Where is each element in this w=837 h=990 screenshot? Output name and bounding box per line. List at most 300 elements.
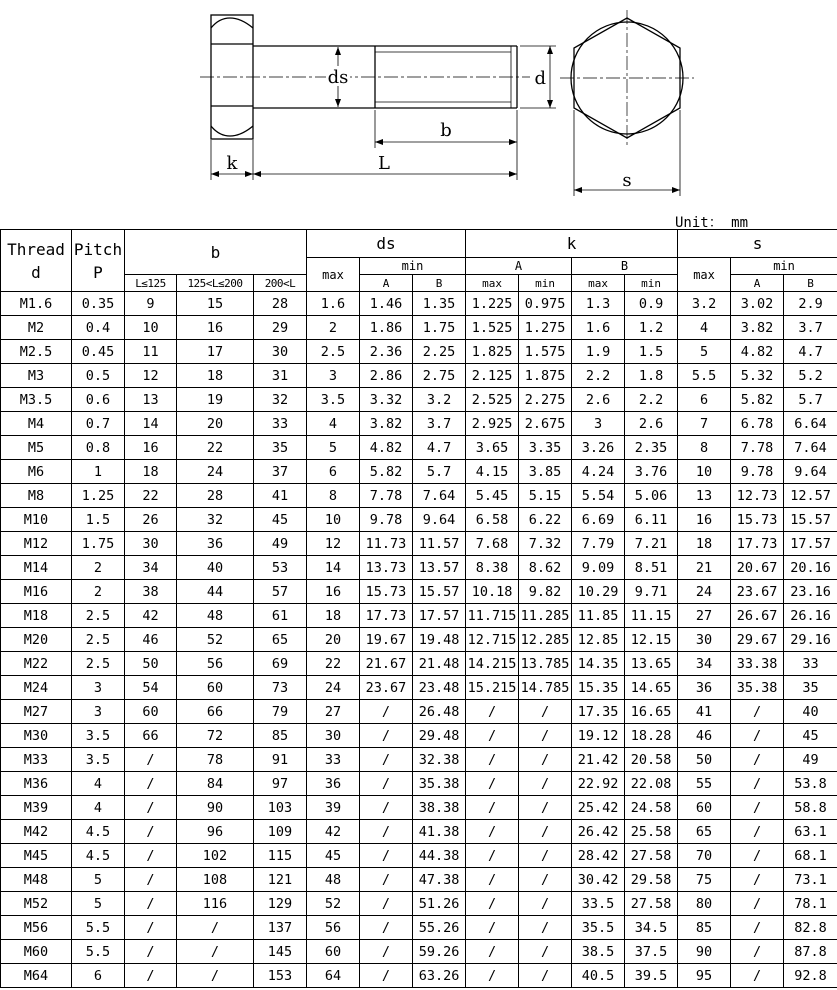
table-row bbox=[1, 436, 837, 460]
value-cell: / bbox=[731, 796, 784, 820]
value-cell: 19.67 bbox=[360, 628, 413, 652]
value-cell: 24 bbox=[177, 460, 254, 484]
thread-cell: M12 bbox=[1, 532, 72, 556]
value-cell: 18 bbox=[177, 364, 254, 388]
value-cell: 1.825 bbox=[466, 340, 519, 364]
value-cell: 38.38 bbox=[413, 796, 466, 820]
header-k-b-max: max bbox=[572, 275, 625, 292]
table-row bbox=[1, 844, 837, 868]
header-b: b bbox=[125, 230, 307, 275]
value-cell: 4.82 bbox=[360, 436, 413, 460]
value-cell: 13.73 bbox=[360, 556, 413, 580]
value-cell: 102 bbox=[177, 844, 254, 868]
header-thread bbox=[1, 230, 72, 292]
thread-cell: M42 bbox=[1, 820, 72, 844]
value-cell: 90 bbox=[678, 940, 731, 964]
value-cell: 12.57 bbox=[784, 484, 837, 508]
value-cell: / bbox=[731, 700, 784, 724]
value-cell: 0.4 bbox=[72, 316, 125, 340]
value-cell: 26.16 bbox=[784, 604, 837, 628]
value-cell: 21.42 bbox=[572, 748, 625, 772]
value-cell: / bbox=[360, 964, 413, 988]
value-cell: 18 bbox=[678, 532, 731, 556]
value-cell: 57 bbox=[254, 580, 307, 604]
value-cell: 78.1 bbox=[784, 892, 837, 916]
thread-cell: M1.6 bbox=[1, 292, 72, 316]
value-cell: 2.275 bbox=[519, 388, 572, 412]
value-cell: 4.15 bbox=[466, 460, 519, 484]
value-cell: / bbox=[125, 964, 177, 988]
value-cell: 16 bbox=[125, 436, 177, 460]
value-cell: 3.5 bbox=[72, 748, 125, 772]
value-cell: 12.73 bbox=[731, 484, 784, 508]
value-cell: 64 bbox=[307, 964, 360, 988]
value-cell: 21.67 bbox=[360, 652, 413, 676]
value-cell: 36 bbox=[678, 676, 731, 700]
value-cell: / bbox=[731, 868, 784, 892]
value-cell: 18.28 bbox=[625, 724, 678, 748]
value-cell: 91 bbox=[254, 748, 307, 772]
value-cell: 2.6 bbox=[572, 388, 625, 412]
value-cell: / bbox=[125, 748, 177, 772]
value-cell: 19.48 bbox=[413, 628, 466, 652]
value-cell: 2.5 bbox=[72, 652, 125, 676]
value-cell: 66 bbox=[177, 700, 254, 724]
value-cell: 1.86 bbox=[360, 316, 413, 340]
value-cell: 1.5 bbox=[72, 508, 125, 532]
value-cell: 1.6 bbox=[307, 292, 360, 316]
value-cell: 17.35 bbox=[572, 700, 625, 724]
value-cell: 78 bbox=[177, 748, 254, 772]
value-cell: / bbox=[360, 772, 413, 796]
value-cell: 14 bbox=[307, 556, 360, 580]
table-row bbox=[1, 700, 837, 724]
value-cell: / bbox=[125, 820, 177, 844]
value-cell: 1.875 bbox=[519, 364, 572, 388]
value-cell: 3.5 bbox=[307, 388, 360, 412]
header-ds-min: min bbox=[360, 258, 466, 275]
value-cell: 137 bbox=[254, 916, 307, 940]
value-cell: 63.26 bbox=[413, 964, 466, 988]
value-cell: 1.5 bbox=[625, 340, 678, 364]
value-cell: 48 bbox=[177, 604, 254, 628]
value-cell: 42 bbox=[125, 604, 177, 628]
value-cell: 2 bbox=[72, 556, 125, 580]
value-cell: 29.16 bbox=[784, 628, 837, 652]
value-cell: 1 bbox=[72, 460, 125, 484]
value-cell: 49 bbox=[254, 532, 307, 556]
header-s-min: min bbox=[731, 258, 837, 275]
table-row bbox=[1, 916, 837, 940]
table-row bbox=[1, 724, 837, 748]
value-cell: 6.11 bbox=[625, 508, 678, 532]
value-cell: / bbox=[466, 820, 519, 844]
value-cell: 12.85 bbox=[572, 628, 625, 652]
value-cell: 4.7 bbox=[784, 340, 837, 364]
value-cell: 5.06 bbox=[625, 484, 678, 508]
value-cell: 85 bbox=[678, 916, 731, 940]
value-cell: 55.26 bbox=[413, 916, 466, 940]
value-cell: 52 bbox=[307, 892, 360, 916]
table-row bbox=[1, 676, 837, 700]
value-cell: 82.8 bbox=[784, 916, 837, 940]
value-cell: 34.5 bbox=[625, 916, 678, 940]
value-cell: / bbox=[519, 772, 572, 796]
value-cell: 96 bbox=[177, 820, 254, 844]
value-cell: 5.32 bbox=[731, 364, 784, 388]
value-cell: 1.575 bbox=[519, 340, 572, 364]
value-cell: 1.75 bbox=[72, 532, 125, 556]
value-cell: 13.57 bbox=[413, 556, 466, 580]
value-cell: 30 bbox=[125, 532, 177, 556]
value-cell: 11 bbox=[125, 340, 177, 364]
value-cell: 121 bbox=[254, 868, 307, 892]
value-cell: 10 bbox=[125, 316, 177, 340]
value-cell: 40 bbox=[784, 700, 837, 724]
value-cell: / bbox=[360, 916, 413, 940]
value-cell: 12.715 bbox=[466, 628, 519, 652]
value-cell: 23.48 bbox=[413, 676, 466, 700]
value-cell: 65 bbox=[254, 628, 307, 652]
value-cell: 12.285 bbox=[519, 628, 572, 652]
value-cell: 22.92 bbox=[572, 772, 625, 796]
value-cell: 0.975 bbox=[519, 292, 572, 316]
value-cell: 33 bbox=[784, 652, 837, 676]
table-row bbox=[1, 964, 837, 988]
value-cell: / bbox=[731, 748, 784, 772]
label-s: s bbox=[622, 170, 632, 191]
value-cell: 1.3 bbox=[572, 292, 625, 316]
value-cell: / bbox=[360, 844, 413, 868]
value-cell: 0.35 bbox=[72, 292, 125, 316]
value-cell: / bbox=[519, 844, 572, 868]
value-cell: 2.525 bbox=[466, 388, 519, 412]
value-cell: 22 bbox=[177, 436, 254, 460]
value-cell: 10.18 bbox=[466, 580, 519, 604]
value-cell: 4 bbox=[678, 316, 731, 340]
value-cell: 41 bbox=[678, 700, 731, 724]
thread-cell: M18 bbox=[1, 604, 72, 628]
value-cell: 153 bbox=[254, 964, 307, 988]
value-cell: / bbox=[466, 940, 519, 964]
label-k: k bbox=[226, 153, 238, 174]
bolt-drawing bbox=[0, 0, 837, 205]
thread-cell: M3.5 bbox=[1, 388, 72, 412]
value-cell: 3.76 bbox=[625, 460, 678, 484]
header-k-a-max: max bbox=[466, 275, 519, 292]
thread-cell: M24 bbox=[1, 676, 72, 700]
thread-cell: M56 bbox=[1, 916, 72, 940]
value-cell: 65 bbox=[678, 820, 731, 844]
value-cell: 14 bbox=[125, 412, 177, 436]
value-cell: / bbox=[466, 796, 519, 820]
value-cell: 35 bbox=[254, 436, 307, 460]
value-cell: 29.67 bbox=[731, 628, 784, 652]
value-cell: 9.78 bbox=[360, 508, 413, 532]
value-cell: 29 bbox=[254, 316, 307, 340]
value-cell: 5.15 bbox=[519, 484, 572, 508]
value-cell: 15 bbox=[177, 292, 254, 316]
value-cell: 4.7 bbox=[413, 436, 466, 460]
value-cell: 129 bbox=[254, 892, 307, 916]
thread-cell: M30 bbox=[1, 724, 72, 748]
value-cell: 30.42 bbox=[572, 868, 625, 892]
value-cell: 9.64 bbox=[784, 460, 837, 484]
value-cell: / bbox=[360, 940, 413, 964]
value-cell: / bbox=[466, 700, 519, 724]
value-cell: 10 bbox=[307, 508, 360, 532]
value-cell: / bbox=[519, 700, 572, 724]
value-cell: 20 bbox=[177, 412, 254, 436]
value-cell: / bbox=[519, 796, 572, 820]
table-row bbox=[1, 316, 837, 340]
value-cell: 0.45 bbox=[72, 340, 125, 364]
value-cell: 7.32 bbox=[519, 532, 572, 556]
value-cell: 21 bbox=[678, 556, 731, 580]
value-cell: 6.22 bbox=[519, 508, 572, 532]
value-cell: 1.9 bbox=[572, 340, 625, 364]
value-cell: 45 bbox=[254, 508, 307, 532]
value-cell: 61 bbox=[254, 604, 307, 628]
thread-cell: M16 bbox=[1, 580, 72, 604]
table-row bbox=[1, 364, 837, 388]
value-cell: 9.71 bbox=[625, 580, 678, 604]
value-cell: 6.69 bbox=[572, 508, 625, 532]
value-cell: 33.38 bbox=[731, 652, 784, 676]
thread-cell: M27 bbox=[1, 700, 72, 724]
value-cell: 12 bbox=[307, 532, 360, 556]
value-cell: 8 bbox=[678, 436, 731, 460]
value-cell: 30 bbox=[307, 724, 360, 748]
value-cell: 7.79 bbox=[572, 532, 625, 556]
value-cell: 36 bbox=[177, 532, 254, 556]
value-cell: 11.85 bbox=[572, 604, 625, 628]
value-cell: 3.02 bbox=[731, 292, 784, 316]
table-row bbox=[1, 460, 837, 484]
value-cell: / bbox=[519, 964, 572, 988]
value-cell: 3.65 bbox=[466, 436, 519, 460]
value-cell: 17.73 bbox=[360, 604, 413, 628]
value-cell: 8.38 bbox=[466, 556, 519, 580]
value-cell: 4.82 bbox=[731, 340, 784, 364]
value-cell: 15.215 bbox=[466, 676, 519, 700]
thread-cell: M4 bbox=[1, 412, 72, 436]
value-cell: 103 bbox=[254, 796, 307, 820]
value-cell: 23.16 bbox=[784, 580, 837, 604]
header-pitch-text: Pitch bbox=[73, 239, 123, 259]
value-cell: 11.285 bbox=[519, 604, 572, 628]
value-cell: 5.7 bbox=[784, 388, 837, 412]
header-ds-min-a: A bbox=[360, 275, 413, 292]
value-cell: 12.15 bbox=[625, 628, 678, 652]
value-cell: 33 bbox=[307, 748, 360, 772]
value-cell: / bbox=[125, 772, 177, 796]
value-cell: 30 bbox=[254, 340, 307, 364]
thread-cell: M22 bbox=[1, 652, 72, 676]
value-cell: 27 bbox=[307, 700, 360, 724]
thread-cell: M60 bbox=[1, 940, 72, 964]
value-cell: 1.75 bbox=[413, 316, 466, 340]
header-ds-min-b: B bbox=[413, 275, 466, 292]
value-cell: 60 bbox=[177, 676, 254, 700]
value-cell: 15.73 bbox=[360, 580, 413, 604]
value-cell: / bbox=[466, 772, 519, 796]
value-cell: 41 bbox=[254, 484, 307, 508]
value-cell: 4 bbox=[72, 796, 125, 820]
value-cell: 30 bbox=[678, 628, 731, 652]
header-s-min-b: B bbox=[784, 275, 837, 292]
value-cell: 145 bbox=[254, 940, 307, 964]
value-cell: 25.42 bbox=[572, 796, 625, 820]
value-cell: 5.45 bbox=[466, 484, 519, 508]
value-cell: 5 bbox=[307, 436, 360, 460]
header-pitch bbox=[72, 230, 125, 292]
value-cell: 2.25 bbox=[413, 340, 466, 364]
value-cell: 12 bbox=[125, 364, 177, 388]
value-cell: 48 bbox=[307, 868, 360, 892]
value-cell: 6.58 bbox=[466, 508, 519, 532]
value-cell: 37.5 bbox=[625, 940, 678, 964]
table-row bbox=[1, 292, 837, 316]
value-cell: 22 bbox=[307, 652, 360, 676]
value-cell: 9.09 bbox=[572, 556, 625, 580]
value-cell: 1.525 bbox=[466, 316, 519, 340]
value-cell: 2.925 bbox=[466, 412, 519, 436]
value-cell: 80 bbox=[678, 892, 731, 916]
value-cell: 3.5 bbox=[72, 724, 125, 748]
value-cell: 4 bbox=[307, 412, 360, 436]
value-cell: 18 bbox=[307, 604, 360, 628]
value-cell: 68.1 bbox=[784, 844, 837, 868]
value-cell: 5.5 bbox=[678, 364, 731, 388]
value-cell: 38 bbox=[125, 580, 177, 604]
header-ds: ds bbox=[307, 230, 466, 258]
value-cell: 2 bbox=[72, 580, 125, 604]
unit-label: Unit： mm bbox=[675, 215, 749, 231]
value-cell: 14.215 bbox=[466, 652, 519, 676]
value-cell: 17.73 bbox=[731, 532, 784, 556]
value-cell: 10 bbox=[678, 460, 731, 484]
value-cell: 4.5 bbox=[72, 820, 125, 844]
value-cell: 39 bbox=[307, 796, 360, 820]
table-row bbox=[1, 532, 837, 556]
value-cell: 2.2 bbox=[625, 388, 678, 412]
value-cell: 1.25 bbox=[72, 484, 125, 508]
value-cell: 3.2 bbox=[413, 388, 466, 412]
value-cell: 11.57 bbox=[413, 532, 466, 556]
value-cell: 35.5 bbox=[572, 916, 625, 940]
value-cell: 23.67 bbox=[731, 580, 784, 604]
header-pitch-symbol: P bbox=[93, 262, 103, 282]
value-cell: 108 bbox=[177, 868, 254, 892]
value-cell: 24.58 bbox=[625, 796, 678, 820]
value-cell: 13 bbox=[678, 484, 731, 508]
value-cell: 5.54 bbox=[572, 484, 625, 508]
value-cell: 46 bbox=[678, 724, 731, 748]
table-row bbox=[1, 796, 837, 820]
value-cell: / bbox=[466, 748, 519, 772]
header-k-b-min: min bbox=[625, 275, 678, 292]
table-row bbox=[1, 652, 837, 676]
value-cell: 29.48 bbox=[413, 724, 466, 748]
value-cell: / bbox=[466, 892, 519, 916]
value-cell: 53 bbox=[254, 556, 307, 580]
thread-cell: M20 bbox=[1, 628, 72, 652]
table-row bbox=[1, 940, 837, 964]
value-cell: 33.5 bbox=[572, 892, 625, 916]
value-cell: 25.58 bbox=[625, 820, 678, 844]
value-cell: 17.57 bbox=[784, 532, 837, 556]
value-cell: 2.125 bbox=[466, 364, 519, 388]
value-cell: / bbox=[360, 796, 413, 820]
dimensions-table bbox=[0, 229, 837, 988]
table-row bbox=[1, 508, 837, 532]
value-cell: 5 bbox=[72, 892, 125, 916]
value-cell: / bbox=[731, 940, 784, 964]
header-k-grade-b: B bbox=[572, 258, 678, 275]
value-cell: 24 bbox=[678, 580, 731, 604]
value-cell: 50 bbox=[125, 652, 177, 676]
value-cell: 66 bbox=[125, 724, 177, 748]
value-cell: / bbox=[466, 724, 519, 748]
value-cell: 16 bbox=[307, 580, 360, 604]
value-cell: / bbox=[360, 724, 413, 748]
value-cell: 44.38 bbox=[413, 844, 466, 868]
value-cell: 54 bbox=[125, 676, 177, 700]
value-cell: 50 bbox=[678, 748, 731, 772]
value-cell: 17 bbox=[177, 340, 254, 364]
value-cell: 5.5 bbox=[72, 940, 125, 964]
value-cell: 60 bbox=[678, 796, 731, 820]
value-cell: 90 bbox=[177, 796, 254, 820]
value-cell: 35.38 bbox=[413, 772, 466, 796]
header-s: s bbox=[678, 230, 837, 258]
value-cell: 15.35 bbox=[572, 676, 625, 700]
value-cell: 8.51 bbox=[625, 556, 678, 580]
value-cell: / bbox=[177, 916, 254, 940]
value-cell: 5.7 bbox=[413, 460, 466, 484]
label-L: L bbox=[378, 153, 390, 174]
value-cell: 7.64 bbox=[413, 484, 466, 508]
value-cell: 20.58 bbox=[625, 748, 678, 772]
value-cell: 6 bbox=[307, 460, 360, 484]
table-row bbox=[1, 580, 837, 604]
thread-cell: M2.5 bbox=[1, 340, 72, 364]
value-cell: 5 bbox=[72, 868, 125, 892]
value-cell: 72 bbox=[177, 724, 254, 748]
value-cell: / bbox=[125, 844, 177, 868]
value-cell: 53.8 bbox=[784, 772, 837, 796]
value-cell: 26.42 bbox=[572, 820, 625, 844]
value-cell: 58.8 bbox=[784, 796, 837, 820]
value-cell: 32.38 bbox=[413, 748, 466, 772]
value-cell: 3.2 bbox=[678, 292, 731, 316]
value-cell: / bbox=[519, 940, 572, 964]
value-cell: 13 bbox=[125, 388, 177, 412]
table-row bbox=[1, 820, 837, 844]
value-cell: 38.5 bbox=[572, 940, 625, 964]
value-cell: 56 bbox=[307, 916, 360, 940]
thread-cell: M48 bbox=[1, 868, 72, 892]
value-cell: 20.16 bbox=[784, 556, 837, 580]
value-cell: 26 bbox=[125, 508, 177, 532]
value-cell: 22 bbox=[125, 484, 177, 508]
value-cell: / bbox=[731, 772, 784, 796]
value-cell: 28.42 bbox=[572, 844, 625, 868]
value-cell: 97 bbox=[254, 772, 307, 796]
value-cell: 3.26 bbox=[572, 436, 625, 460]
thread-cell: M8 bbox=[1, 484, 72, 508]
